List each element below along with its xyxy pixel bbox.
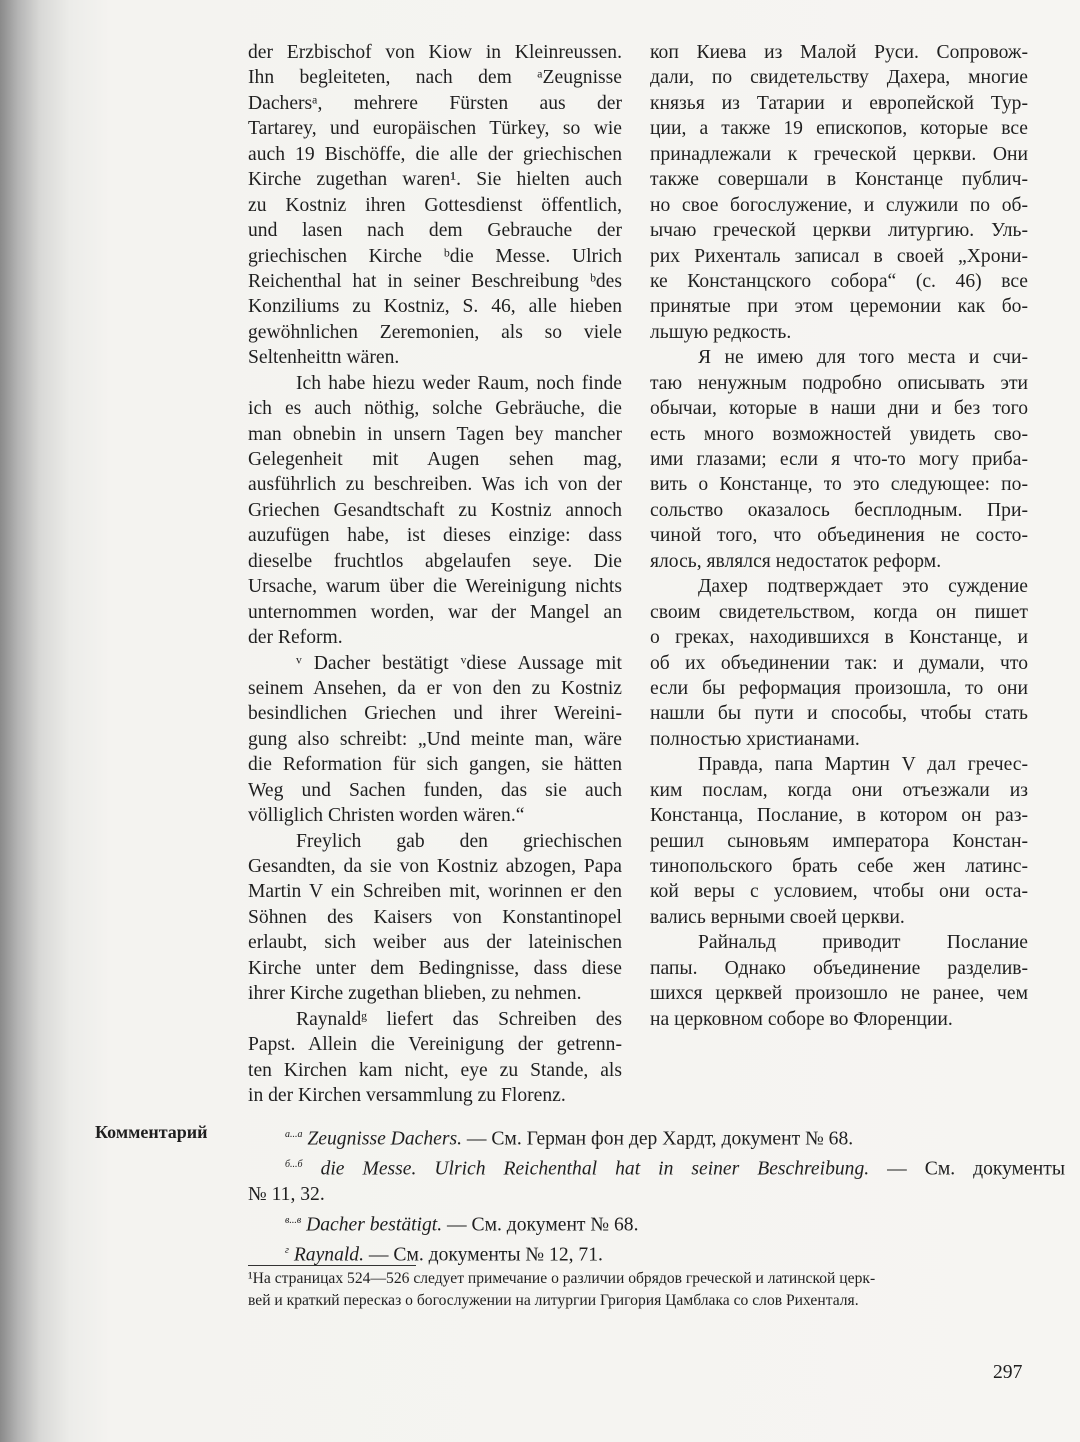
text-line: Dachersᵃ, mehrere Fürsten aus der xyxy=(248,92,622,114)
text-line: dieselbe fruchtlos abgelaufen seye. Die xyxy=(248,550,622,572)
text-line: Söhnen des Kaisers von Konstantinopel xyxy=(248,906,622,928)
commentary-note xyxy=(248,1122,1028,1152)
text-line: ким послам, когда они отъезжали из xyxy=(650,779,1028,801)
right-column-russian xyxy=(650,40,1028,1032)
paragraph xyxy=(248,651,622,829)
text-line: принятые при этом церемонии как бо- xyxy=(650,296,1028,318)
text-line: полностью христианами. xyxy=(650,728,860,750)
text-line: besindlichen Griechen und ihrer Wereini- xyxy=(248,703,622,725)
text-line: griechischen Kirche ᵇdie Messe. Ulrich xyxy=(248,245,622,267)
text-line: Ihn begleiteten, nach dem ᵃZeugnisse xyxy=(248,67,622,89)
text-line: но свое богослужение, и служили по об- xyxy=(650,194,1028,216)
text-line: gung also schreibt: „Und meinte man, wäre xyxy=(248,728,622,750)
text-line: zu Kostniz ihren Gottesdienst öffentlich, xyxy=(248,194,622,216)
text-line: ими глазами; если я что-то могу приба- xyxy=(650,449,1028,470)
paragraph xyxy=(248,40,622,371)
note-reference: — См. документы № 12, 71. xyxy=(364,1244,603,1266)
note-reference: — См. Герман фон дер Хардт, документ № 68. xyxy=(461,1128,854,1150)
text-line: Reichenthal hat in seiner Beschreibung ᵇdes xyxy=(248,270,622,292)
text-line: Ursache, warum über die Wereinigung nichts xyxy=(248,576,622,598)
text-line: unternommen worden, war der Mangel an xyxy=(248,601,622,623)
text-line: дали, по свидетельству Дахера, многие xyxy=(650,67,1028,89)
text-line: коп Киева из Малой Руси. Сопровож- xyxy=(650,42,1028,63)
text-line: шихся церквей произошло не ранее, чем xyxy=(650,983,1028,1005)
note-marker: в...в xyxy=(285,1214,302,1226)
text-line: ausführlich zu beschreiben. Was ich von der xyxy=(248,474,622,496)
text-line: gewöhnlichen Zeremonien, als so viele xyxy=(248,321,622,343)
text-line: также совершали в Констанце публич- xyxy=(650,169,1028,191)
text-line: Правда, папа Мартин V дал гречес- xyxy=(698,754,1028,776)
text-line: вить о Констанце, то это следующее: по- xyxy=(650,474,1028,496)
text-line: Райнальд приводит Послание xyxy=(698,932,1028,954)
text-line: вались верными своей церкви. xyxy=(650,906,905,928)
text-line: Weg und Sachen funden, das sie auch xyxy=(248,779,622,801)
text-line: völliglich Christen worden wären.“ xyxy=(248,805,525,827)
text-line: die Reformation für sich gangen, sie hätten xyxy=(248,754,622,776)
text-line: Raynaldᵍ liefert das Schreiben des xyxy=(296,1008,622,1030)
note-marker: б...б xyxy=(285,1159,303,1171)
text-line: Kirche zugethan waren¹. Sie hielten auch xyxy=(248,169,622,191)
text-line: Дахер подтверждает это суждение xyxy=(698,576,1028,598)
text-line: чиной того, что объединения не состо- xyxy=(650,525,1028,547)
page-number: 297 xyxy=(993,1362,1023,1383)
text-line: erlaubt, sich weiber aus der lateinischen xyxy=(248,932,622,954)
text-line: der Erzbischof von Kiow in Kleinreussen. xyxy=(248,42,622,63)
note-source: Raynald. xyxy=(293,1244,365,1266)
text-line: кой веры с условием, чтобы они оста- xyxy=(650,881,1028,903)
text-line: man obnebin in unsern Tagen bey mancher xyxy=(248,423,622,445)
commentary-label: Комментарий xyxy=(95,1122,208,1142)
left-column-german xyxy=(248,40,622,1108)
text-line: Martin V ein Schreiben mit, worinnen er den xyxy=(248,881,622,903)
commentary-notes xyxy=(248,1122,1065,1268)
text-line: Papst. Allein die Vereinigung der getrenn- xyxy=(248,1034,622,1056)
text-line: князья из Татарии и европейской Тур- xyxy=(650,92,1028,114)
text-line: auzufügen habe, ist dieses einzige: dass xyxy=(248,525,622,547)
text-line: Я не имею для того места и счи- xyxy=(698,347,1028,369)
text-line: Konziliums zu Kostniz, S. 46, alle hieben xyxy=(248,296,622,318)
commentary-note xyxy=(248,1208,1028,1238)
text-line: обычаи, которые в наши дни и без того xyxy=(650,398,1028,420)
paragraph xyxy=(650,345,1028,574)
text-line: если бы реформация произошла, то они xyxy=(650,677,1028,699)
text-line: auch 19 Bischöffe, die alle der griechischen xyxy=(248,143,622,165)
text-line: in der Kirchen versammlung zu Florenz. xyxy=(248,1084,566,1106)
note-marker: г xyxy=(285,1244,289,1256)
text-line: ции, а также 19 епископов, которые все xyxy=(650,118,1028,140)
text-line: на церковном соборе во Флоренции. xyxy=(650,1008,953,1030)
note-reference: № 11, 32. xyxy=(248,1184,325,1206)
paragraph xyxy=(650,930,1028,1032)
text-line: Freylich gab den griechischen xyxy=(296,830,622,852)
text-line: seinem Ansehen, da er von den zu Kostniz xyxy=(248,677,622,699)
text-line: льшую редкость. xyxy=(650,321,792,343)
paragraph xyxy=(650,574,1028,752)
text-line: нашли бы пути и способы, чтобы стать xyxy=(650,703,1028,725)
text-line: Kirche unter dem Bedingnisse, dass diese xyxy=(248,957,622,979)
footnote-divider xyxy=(248,1265,416,1266)
text-line: решил сыновьям императора Констан- xyxy=(650,830,1028,852)
footnote-line: вей и краткий пересказ о богослужении на литургии Григория Цамблака со слов Рихенталя. xyxy=(248,1292,859,1309)
text-line: Ich habe hiezu weder Raum, noch finde xyxy=(296,372,622,394)
text-line: ычаю греческой церкви литургию. Уль- xyxy=(650,220,1028,242)
text-line: Gesandten, da sie von Kostniz abzogen, Papa xyxy=(248,856,622,877)
footnote-line: ¹На страницах 524—526 следует примечание о различии обрядов греческой и латинской церк- xyxy=(248,1270,876,1287)
note-source: Dacher bestätigt. xyxy=(306,1214,443,1236)
text-line: об их объединении так: и думали, что xyxy=(650,652,1028,674)
text-line: сольство оказалось бесплодным. При- xyxy=(650,499,1028,521)
text-line: Tartarey, und europäischen Türkey, so wie xyxy=(248,118,622,140)
text-line: папы. Однако объединение разделив- xyxy=(650,957,1028,979)
text-line: ihrer Kirche zugethan blieben, zu nehmen. xyxy=(248,983,582,1005)
commentary-note xyxy=(248,1152,1065,1182)
text-line: принадлежали к греческой церкви. Они xyxy=(650,143,1028,165)
paragraph xyxy=(248,829,622,1007)
text-line: таю ненужным подробно описывать эти xyxy=(650,372,1028,394)
text-line: тинопольского брать себе жен латинс- xyxy=(650,856,1028,877)
paragraph xyxy=(650,752,1028,930)
text-line: Seltenheittn wären. xyxy=(248,347,400,369)
text-line: есть много возможностей увидеть сво- xyxy=(650,423,1028,445)
footnote xyxy=(248,1268,1038,1312)
text-line: Констанца, Послание, в котором он раз- xyxy=(650,805,1028,827)
text-line: der Reform. xyxy=(248,627,343,649)
text-line: рих Рихенталь записал в своей „Хрони- xyxy=(650,245,1028,267)
text-line: und lasen nach dem Gebrauche der xyxy=(248,220,622,242)
text-line: ялось, являлся недостаток реформ. xyxy=(650,550,942,572)
note-source: Zeugnisse Dachers. xyxy=(307,1128,462,1150)
note-source: die Messe. Ulrich Reichenthal hat in seiner Beschreibung. xyxy=(320,1158,870,1180)
paragraph xyxy=(248,371,622,651)
text-line: ich es auch nöthig, solche Gebräuche, die xyxy=(248,398,622,420)
text-line: Gelegenheit mit Augen sehen mag, xyxy=(248,449,622,470)
text-line: ten Kirchen kam nicht, eye zu Stande, als xyxy=(248,1059,622,1081)
text-line: ᵛ Dacher bestätigt ᵛdiese Aussage mit xyxy=(296,652,622,674)
note-reference: — См. документ № 68. xyxy=(442,1214,639,1236)
commentary-note xyxy=(248,1238,1028,1268)
note-reference: — См. документы xyxy=(869,1158,1065,1180)
note-marker: а...а xyxy=(285,1129,303,1140)
paragraph xyxy=(650,40,1028,345)
text-line: о греках, находившихся в Констанце, и xyxy=(650,627,1028,649)
text-line: ке Констанцского собора“ (с. 46) все xyxy=(650,270,1028,292)
text-line: своим свидетельством, когда он пишет xyxy=(650,601,1028,623)
text-line: Griechen Gesandtschaft zu Kostniz annoch xyxy=(248,499,622,521)
commentary-note xyxy=(248,1182,1028,1208)
paragraph xyxy=(248,1007,622,1109)
